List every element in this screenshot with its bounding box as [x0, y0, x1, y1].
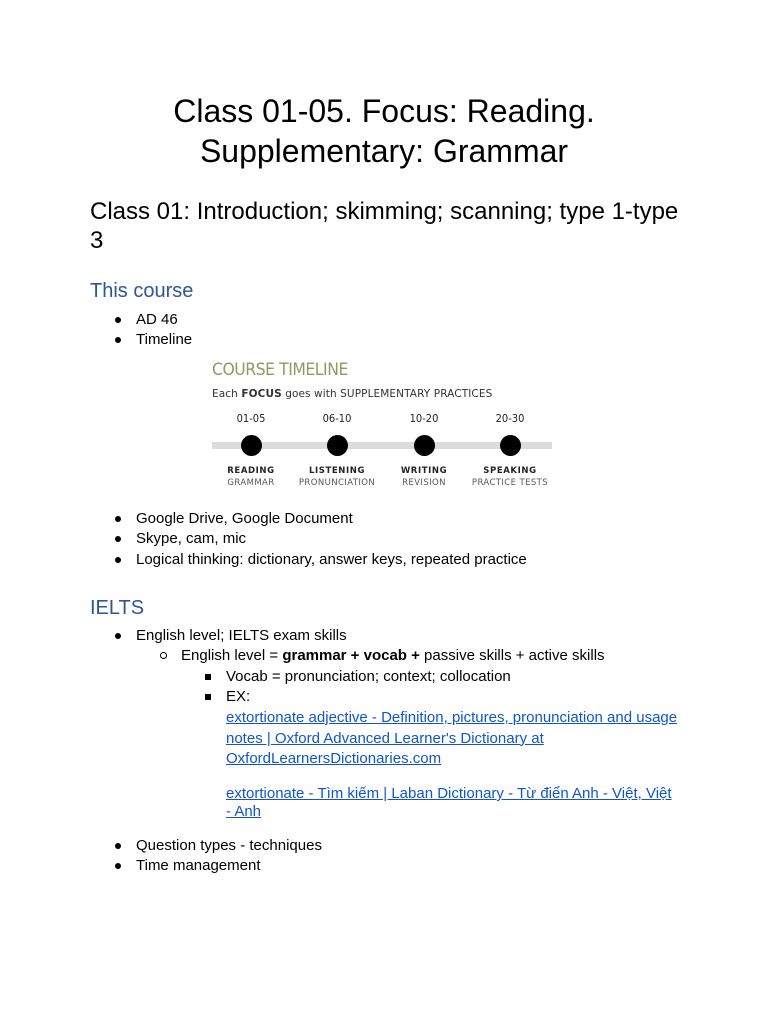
document-title [0, 91, 768, 171]
class-heading: Class 01: Introduction; skimming; scanning; type 1-type 3 [90, 198, 679, 254]
stage-supplement: PRACTICE TESTS [471, 478, 549, 488]
list-item-question-types: Question types - techniques [136, 837, 322, 854]
timeline-title: COURSE TIMELINE [212, 360, 348, 380]
list-item-logical-thinking: Logical thinking: dictionary, answer keys, repeated practice [136, 551, 527, 568]
sublist-item-english-level: English level = grammar + vocab + passive skills + active skills [181, 647, 605, 664]
stage-supplement: GRAMMAR [227, 478, 275, 488]
list-item-english-level: English level; IELTS exam skills [136, 627, 347, 644]
stage-dot [327, 435, 348, 456]
title-line-1: Class 01-05. Focus: Reading. [173, 93, 595, 129]
oxford-dictionary-link[interactable]: extortionate adjective - Definition, pictures, pronunciation and usage notes | Oxford Advanced Learner's Dictionary at OxfordLearnersDictionaries.com [226, 709, 678, 767]
oxford-link-block [226, 708, 678, 770]
stage-focus: READING [227, 466, 275, 476]
timeline-subtitle: Each FOCUS goes with SUPPLEMENTARY PRACTICES [212, 388, 493, 400]
stage-focus: LISTENING [308, 466, 366, 476]
stage-supplement: REVISION [402, 478, 446, 488]
stage-dot [414, 435, 435, 456]
stage-dot [241, 435, 262, 456]
list-item-google-drive: Google Drive, Google Document [136, 510, 353, 527]
this-course-heading: This course [90, 280, 194, 302]
stage-range: 20-30 [495, 412, 525, 425]
list-item-skype: Skype, cam, mic [136, 530, 247, 547]
stage-supplement: PRONUNCIATION [298, 478, 376, 488]
list-item-timeline: Timeline [136, 331, 193, 348]
stage-range: 01-05 [236, 412, 266, 425]
subsublist-item-example: EX: [226, 688, 251, 705]
list-item-time-management: Time management [136, 857, 261, 874]
stage-range: 10-20 [409, 412, 439, 425]
ielts-heading: IELTS [90, 597, 145, 619]
course-timeline-figure [210, 358, 560, 493]
stage-focus: WRITING [400, 466, 448, 476]
title-line-2: Supplementary: Grammar [199, 133, 569, 169]
stage-range: 06-10 [322, 412, 352, 425]
list-item-ad46: AD 46 [136, 311, 178, 328]
laban-link-block [226, 785, 678, 821]
stage-focus: SPEAKING [483, 466, 537, 476]
stage-dot [500, 435, 521, 456]
laban-dictionary-link[interactable]: extortionate - Tìm kiếm | Laban Dictionary - Từ điển Anh - Việt, Việt - Anh [226, 785, 672, 820]
subsublist-item-vocab: Vocab = pronunciation; context; collocation [226, 668, 511, 685]
